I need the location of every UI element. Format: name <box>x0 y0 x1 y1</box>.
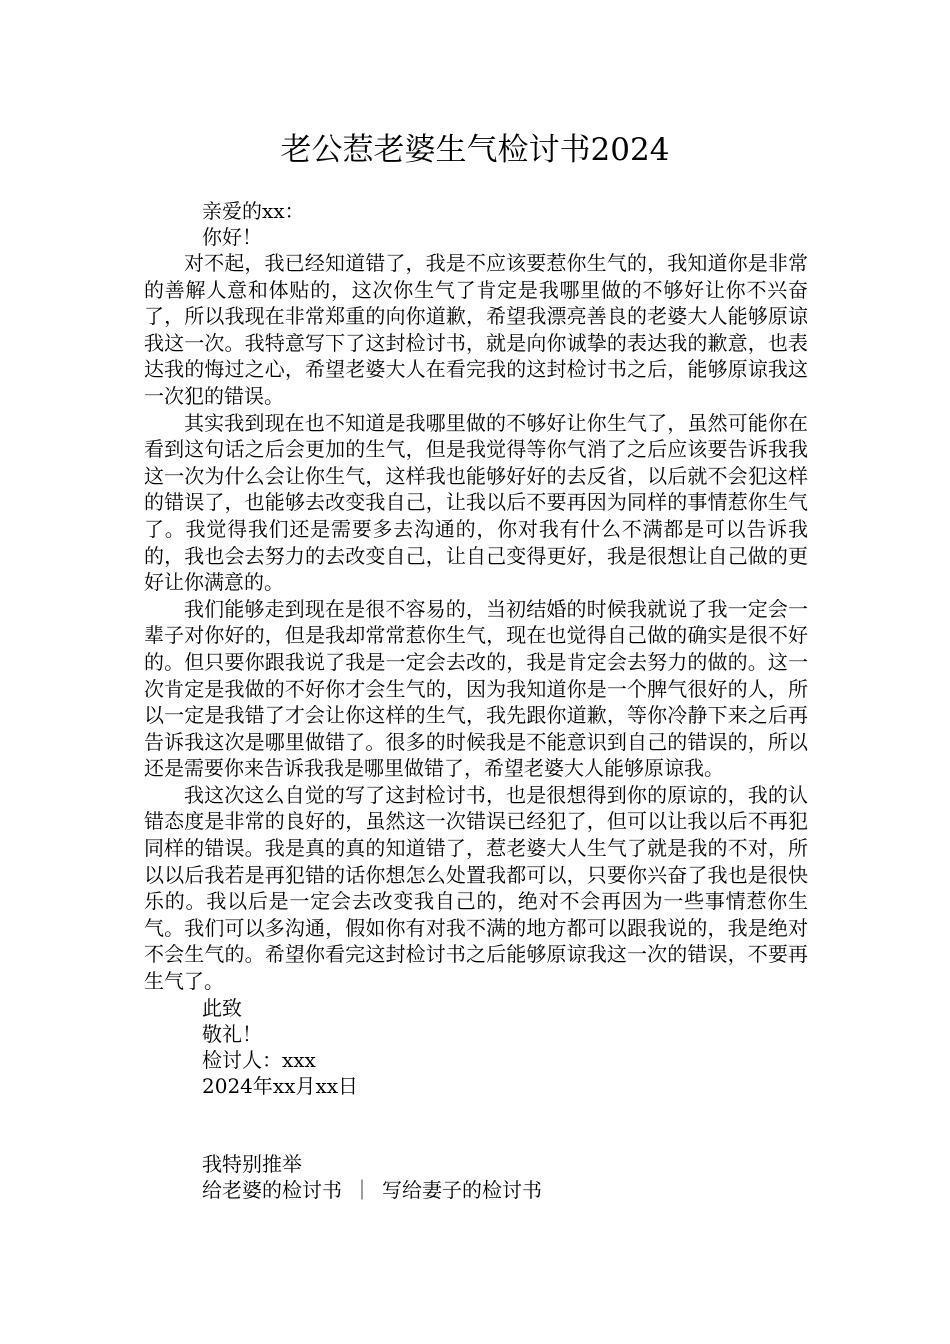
paragraph-1: 对不起，我已经知道错了，我是不应该要惹你生气的，我知道你是非常的善解人意和体贴的，这次你生气了肯定是我哪里做的不够好让你不兴奋了，所以我现在非常郑重的向你道歉，希望我漂亮善良的老婆大人能够原谅我这一次。我特意写下了这封检讨书，就是向你诚挚的表达我的歉意，也表达我的悔过之心，希望老婆大人在看完我的这封检讨书之后，能够原谅我这一次犯的错误。 <box>144 251 808 408</box>
closing-salutation: 此致 <box>202 995 242 1020</box>
paragraph-2: 其实我到现在也不知道是我哪里做的不够好让你生气了，虽然可能你在看到这句话之后会更加的生气，但是我觉得等你气消了之后应该要告诉我我这一次为什么会让你生气，这样我也能够好好的去反省，以后就不会犯这样的错误了，也能够去改变我自己，让我以后不要再因为同样的事情惹你生气了。我觉得我们还是需要多去沟通的，你对我有什么不满都是可以告诉我的，我也会去努力的去改变自己，让自己变得更好，我是很想让自己做的更好让你满意的。 <box>144 410 808 595</box>
letter-body <box>144 198 808 1203</box>
salutation: 亲爱的xx： <box>202 199 305 223</box>
greeting: 你好！ <box>202 225 262 249</box>
signer: 检讨人：xxx <box>202 1047 316 1072</box>
paragraph-4: 我这次这么自觉的写了这封检讨书，也是很想得到你的原谅的，我的认错态度是非常的良好的，虽然这一次错误已经犯了，但可以让我以后不再犯同样的错误。我是真的真的知道错了，惹老婆大人生气了就是我的不对，所以以后我若是再犯错的话你想怎么处置我都可以，只要你兴奋了我也是很快乐的。我以后是一定会去改变我自己的，绝对不会再因为一些事情惹你生气。我们可以多沟通，假如你有对我不满的地方都可以跟我说的，我是绝对不会生气的。希望你看完这封检讨书之后能够原谅我这一次的错误，不要再生气了。 <box>144 782 808 994</box>
recommend-heading: 我特别推举 <box>202 1151 302 1176</box>
closing-regards: 敬礼！ <box>202 1021 262 1046</box>
document-title: 老公惹老婆生气检讨书2024 <box>280 132 670 168</box>
recommend-links <box>144 1177 808 1203</box>
paragraph-3: 我们能够走到现在是很不容易的，当初结婚的时候我就说了我一定会一辈子对你好的，但是我却常常惹你生气，现在也觉得自己做的确实是很不好的。但只要你跟我说了我是一定会去改的，我是肯定会去努力的做的。这一次肯定是我做的不好你才会生气的，因为我知道你是一个脾气很好的人，所以一定是我错了才会让你这样的生气，我先跟你道歉，等你冷静下来之后再告诉我这次是哪里做错了。很多的时候我是不能意识到自己的错误的，所以还是需要你来告诉我我是哪里做错了，希望老婆大人能够原谅我。 <box>144 596 808 781</box>
section-spacer <box>144 1099 808 1151</box>
recommend-link-1[interactable]: 给老婆的检讨书 <box>202 1177 342 1202</box>
link-separator: ｜ <box>352 1177 372 1202</box>
recommend-link-2[interactable]: 写给妻子的检讨书 <box>382 1177 542 1202</box>
letter-date: 2024年xx月xx日 <box>202 1073 359 1098</box>
